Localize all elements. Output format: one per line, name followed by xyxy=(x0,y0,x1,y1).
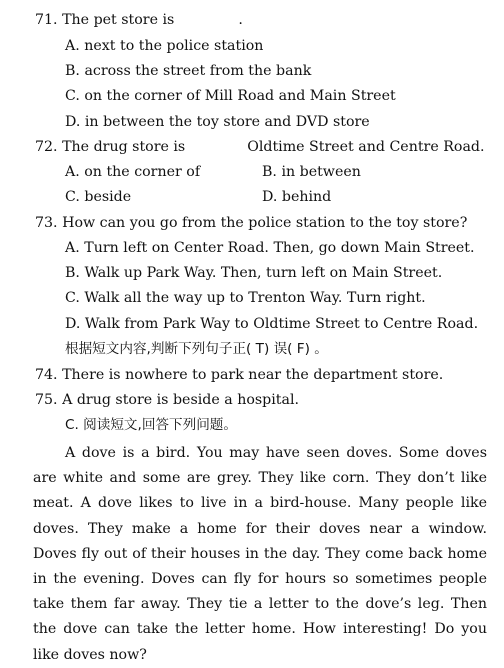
reading-passage: A dove is a bird. You may have seen doves. Some doves are white and some are grey. They like corn. They don’t like meat. A dove likes to live in a bird-house. Many people like doves. They make a home for their doves near a window. Doves fly out of their houses in the day. They come back home in the evening. Doves can fly for hours so sometimes people take them far away. They tie a letter to the dove’s leg. Then the dove can take the letter home. How interesting! Do you like doves now? xyxy=(33,445,487,663)
q71-option-a: A. next to the police station xyxy=(65,38,264,54)
q72-option-d: D. behind xyxy=(262,189,332,205)
q73-stem: 73. How can you go from the police station to the toy store? xyxy=(35,215,468,231)
q72-stem-text: 72. The drug store is xyxy=(35,139,186,155)
q71-option-c: C. on the corner of Mill Road and Main Street xyxy=(65,88,396,104)
q71-option-d: D. in between the toy store and DVD store xyxy=(65,114,370,130)
q71-stem-end: . xyxy=(238,12,243,28)
q73-option-d: D. Walk from Park Way to Oldtime Street to Centre Road. xyxy=(65,316,479,332)
true-false-instruction: 根据短文内容,判断下列句子正( T) 误( F) 。 xyxy=(65,341,328,357)
q71-option-b: B. across the street from the bank xyxy=(65,63,312,79)
q72-option-c: C. beside xyxy=(65,189,132,205)
q71-stem xyxy=(35,10,243,30)
q72-option-b: B. in between xyxy=(262,164,361,180)
q73-option-b: B. Walk up Park Way. Then, turn left on Main Street. xyxy=(65,265,443,281)
q75-statement: 75. A drug store is beside a hospital. xyxy=(35,392,299,408)
q73-option-c: C. Walk all the way up to Trenton Way. Turn right. xyxy=(65,290,426,306)
q73-option-a: A. Turn left on Center Road. Then, go down Main Street. xyxy=(65,240,475,256)
q72-stem-end: Oldtime Street and Centre Road. xyxy=(247,139,485,155)
q72-option-a: A. on the corner of xyxy=(65,164,201,180)
reading-section-title: C. 阅读短文,回答下列问题。 xyxy=(65,417,237,433)
q72-stem xyxy=(35,137,485,157)
q71-stem-text: 71. The pet store is xyxy=(35,12,175,28)
q74-statement: 74. There is nowhere to park near the department store. xyxy=(35,367,444,383)
